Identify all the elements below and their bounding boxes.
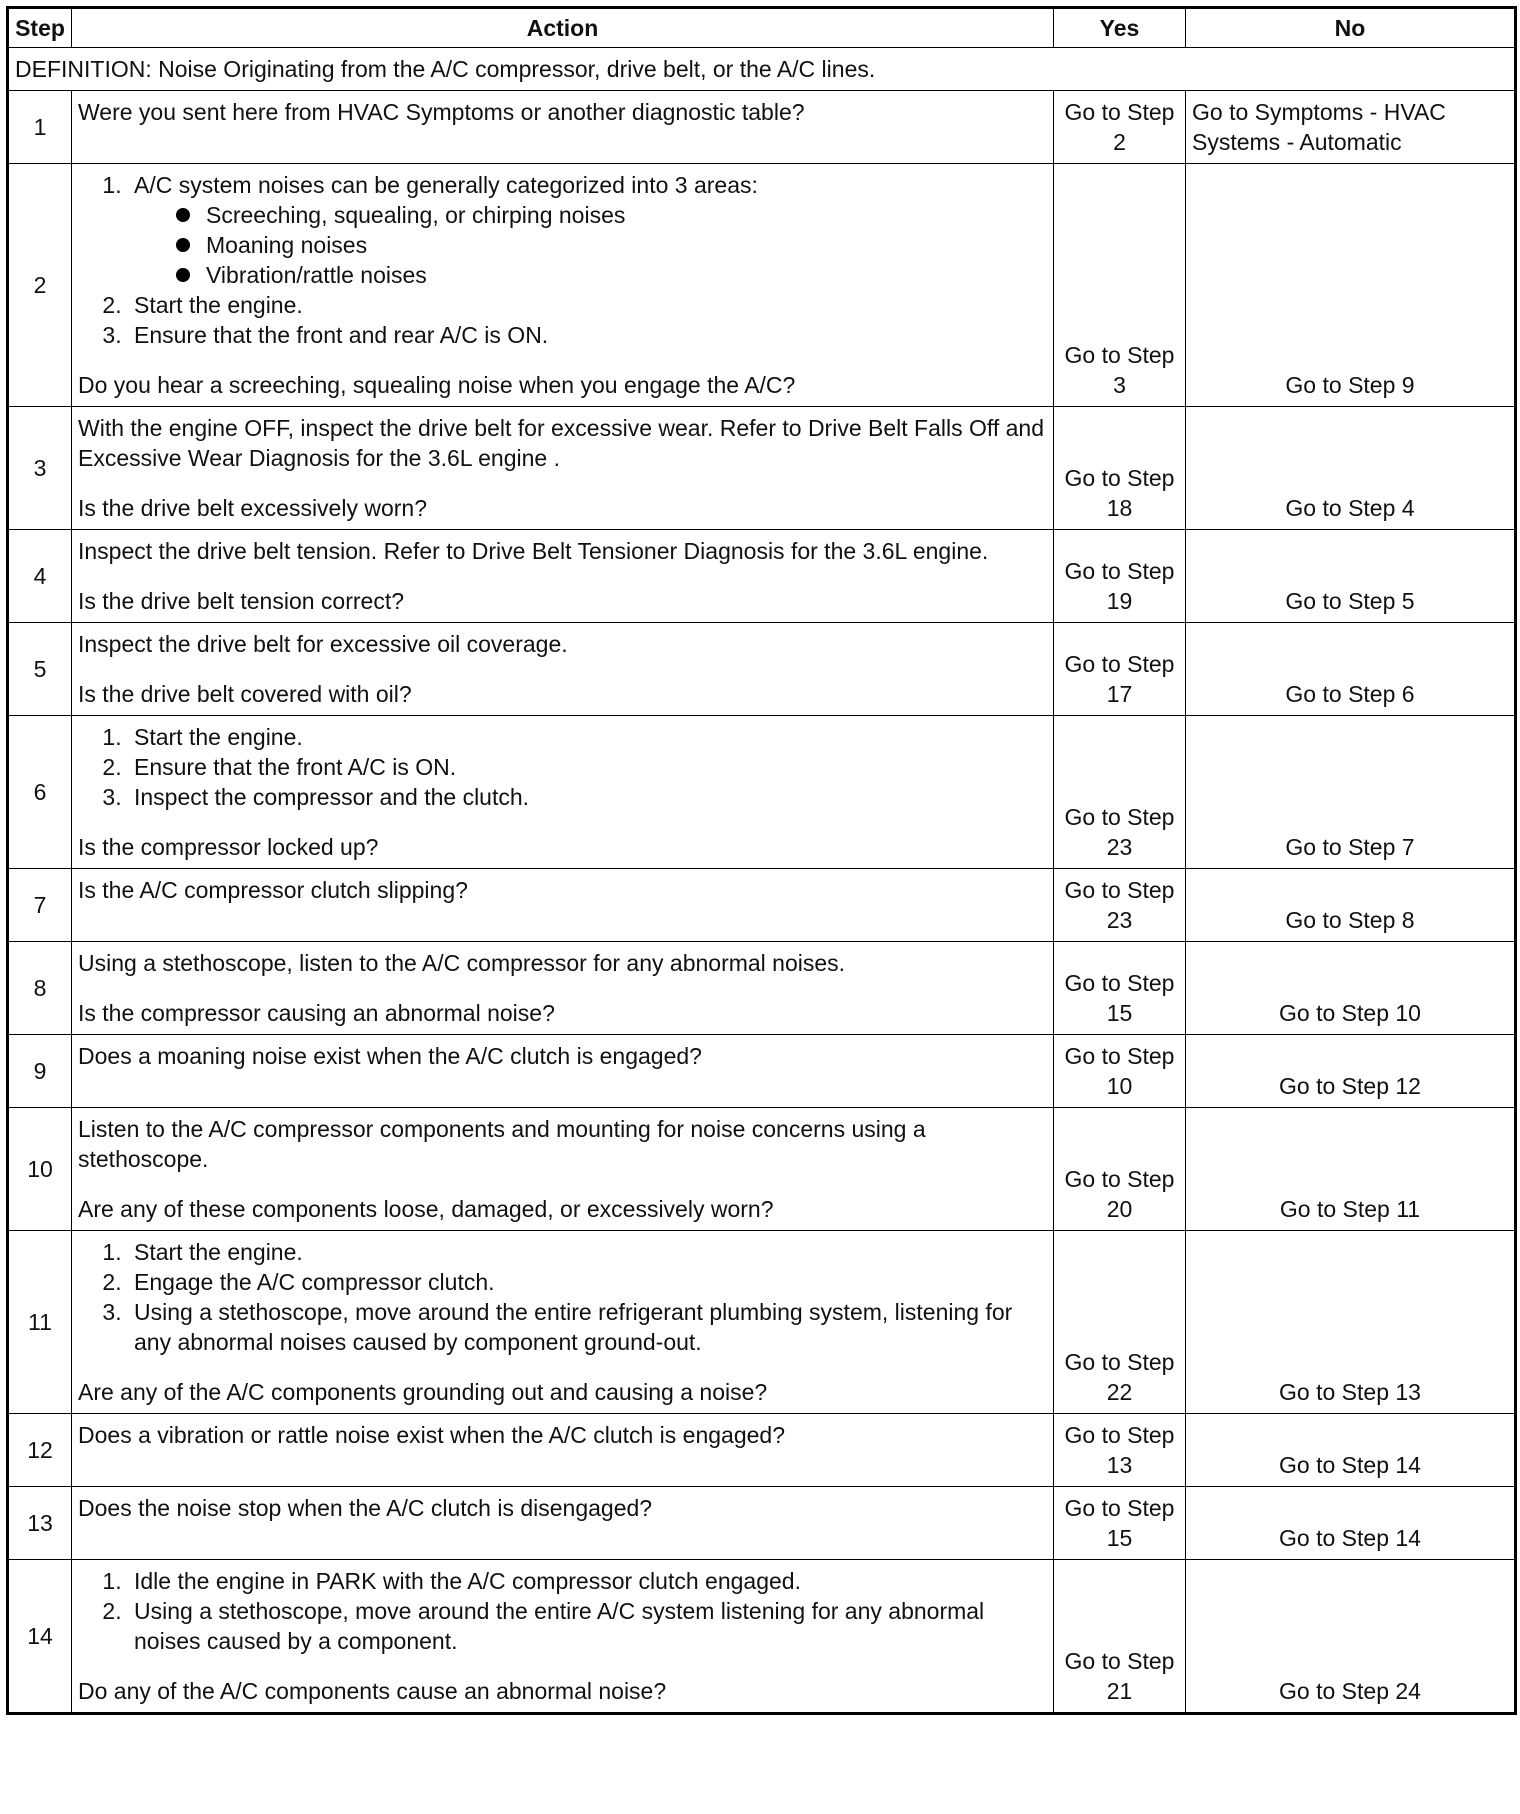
action-text: Is the A/C compressor clutch slipping? (78, 877, 468, 903)
action-cell (72, 164, 1054, 407)
yes-link[interactable]: Go to Step 15 (1054, 1487, 1186, 1560)
step-number: 1 (8, 91, 72, 164)
no-link[interactable]: Go to Step 7 (1186, 716, 1516, 869)
action-text: Does a moaning noise exist when the A/C clutch is engaged? (78, 1043, 702, 1069)
table-row (8, 1231, 1516, 1414)
header-yes: Yes (1054, 8, 1186, 48)
bullet-list (134, 200, 1047, 290)
action-text: Listen to the A/C compressor components and mounting for noise concerns using a stethoscope. (78, 1116, 926, 1172)
table-row (8, 1414, 1516, 1487)
question-text: Is the compressor locked up? (78, 834, 379, 860)
yes-link[interactable]: Go to Step 17 (1054, 623, 1186, 716)
definition-text: DEFINITION: Noise Originating from the A/C compressor, drive belt, or the A/C lines. (8, 48, 1516, 91)
step-number: 11 (8, 1231, 72, 1414)
action-cell (72, 942, 1054, 1035)
list-item: 2. Start the engine. (128, 290, 1047, 320)
action-text: Does the noise stop when the A/C clutch is disengaged? (78, 1495, 653, 1521)
action-cell (72, 1487, 1054, 1560)
step-number: 10 (8, 1108, 72, 1231)
diagnostic-table (6, 6, 1517, 1715)
yes-link[interactable]: Go to Step 10 (1054, 1035, 1186, 1108)
action-list (78, 170, 1047, 350)
yes-link[interactable]: Go to Step 19 (1054, 530, 1186, 623)
action-list (78, 1237, 1047, 1357)
step-number: 13 (8, 1487, 72, 1560)
step-number: 8 (8, 942, 72, 1035)
list-item: 2. Ensure that the front A/C is ON. (128, 752, 1047, 782)
no-link[interactable]: Go to Step 9 (1186, 164, 1516, 407)
table-row (8, 1560, 1516, 1714)
step-number: 3 (8, 407, 72, 530)
no-link[interactable]: Go to Symptoms - HVAC Systems - Automatic (1186, 91, 1516, 164)
no-link[interactable]: Go to Step 10 (1186, 942, 1516, 1035)
question-text: Do you hear a screeching, squealing noise when you engage the A/C? (78, 372, 796, 398)
yes-link[interactable]: Go to Step 3 (1054, 164, 1186, 407)
step-number: 5 (8, 623, 72, 716)
action-text: Inspect the drive belt tension. Refer to Drive Belt Tensioner Diagnosis for the 3.6L engine. (78, 538, 989, 564)
list-item: 1. Idle the engine in PARK with the A/C compressor clutch engaged. (128, 1566, 1047, 1596)
yes-link[interactable]: Go to Step 22 (1054, 1231, 1186, 1414)
question-text: Is the compressor causing an abnormal noise? (78, 1000, 555, 1026)
list-item: 1. Start the engine. (128, 1237, 1047, 1267)
action-list (78, 722, 1047, 812)
list-item: 3. Inspect the compressor and the clutch. (128, 782, 1047, 812)
step-number: 2 (8, 164, 72, 407)
table-row (8, 1035, 1516, 1108)
yes-link[interactable]: Go to Step 2 (1054, 91, 1186, 164)
list-item: 2. Engage the A/C compressor clutch. (128, 1267, 1047, 1297)
action-text: With the engine OFF, inspect the drive belt for excessive wear. Refer to Drive Belt Falls Off and Excessive Wear Diagnosis for the 3.6L engine . (78, 415, 1044, 471)
no-link[interactable]: Go to Step 4 (1186, 407, 1516, 530)
action-cell (72, 623, 1054, 716)
table-row (8, 1487, 1516, 1560)
action-cell (72, 1035, 1054, 1108)
bullet-item: Screeching, squealing, or chirping noises (176, 200, 1047, 230)
table-row (8, 407, 1516, 530)
step-number: 14 (8, 1560, 72, 1714)
table-row (8, 623, 1516, 716)
action-text: Does a vibration or rattle noise exist when the A/C clutch is engaged? (78, 1422, 786, 1448)
action-list (78, 1566, 1047, 1656)
question-text: Are any of the A/C components grounding out and causing a noise? (78, 1379, 768, 1405)
action-text: Were you sent here from HVAC Symptoms or another diagnostic table? (78, 99, 805, 125)
table-row (8, 164, 1516, 407)
bullet-item: Vibration/rattle noises (176, 260, 1047, 290)
definition-row (8, 48, 1516, 91)
action-cell (72, 530, 1054, 623)
list-item: 2. Using a stethoscope, move around the entire A/C system listening for any abnormal noises caused by a component. (128, 1596, 1047, 1656)
table-row (8, 869, 1516, 942)
action-cell (72, 407, 1054, 530)
yes-link[interactable]: Go to Step 18 (1054, 407, 1186, 530)
yes-link[interactable]: Go to Step 15 (1054, 942, 1186, 1035)
no-link[interactable]: Go to Step 14 (1186, 1414, 1516, 1487)
question-text: Is the drive belt covered with oil? (78, 681, 412, 707)
no-link[interactable]: Go to Step 11 (1186, 1108, 1516, 1231)
step-number: 6 (8, 716, 72, 869)
question-text: Are any of these components loose, damaged, or excessively worn? (78, 1196, 774, 1222)
table-row (8, 530, 1516, 623)
list-item: 3. Ensure that the front and rear A/C is ON. (128, 320, 1047, 350)
header-no: No (1186, 8, 1516, 48)
table-row (8, 91, 1516, 164)
no-link[interactable]: Go to Step 12 (1186, 1035, 1516, 1108)
no-link[interactable]: Go to Step 8 (1186, 869, 1516, 942)
yes-link[interactable]: Go to Step 23 (1054, 869, 1186, 942)
header-row (8, 8, 1516, 48)
list-item: 3. Using a stethoscope, move around the entire refrigerant plumbing system, listening for any abnormal noises caused by component ground-out. (128, 1297, 1047, 1357)
action-cell (72, 1108, 1054, 1231)
action-cell (72, 1560, 1054, 1714)
action-cell (72, 1414, 1054, 1487)
list-item-text: A/C system noises can be generally categorized into 3 areas: (134, 172, 758, 198)
list-item (128, 170, 1047, 290)
yes-link[interactable]: Go to Step 20 (1054, 1108, 1186, 1231)
header-action: Action (72, 8, 1054, 48)
question-text: Is the drive belt tension correct? (78, 588, 404, 614)
step-number: 12 (8, 1414, 72, 1487)
no-link[interactable]: Go to Step 6 (1186, 623, 1516, 716)
table-row (8, 1108, 1516, 1231)
no-link[interactable]: Go to Step 14 (1186, 1487, 1516, 1560)
step-number: 9 (8, 1035, 72, 1108)
yes-link[interactable]: Go to Step 23 (1054, 716, 1186, 869)
step-number: 4 (8, 530, 72, 623)
question-text: Is the drive belt excessively worn? (78, 495, 427, 521)
table-row (8, 716, 1516, 869)
table-row (8, 942, 1516, 1035)
no-link[interactable]: Go to Step 13 (1186, 1231, 1516, 1414)
action-cell (72, 91, 1054, 164)
bullet-item: Moaning noises (176, 230, 1047, 260)
action-cell (72, 1231, 1054, 1414)
yes-link[interactable]: Go to Step 21 (1054, 1560, 1186, 1714)
question-text: Do any of the A/C components cause an abnormal noise? (78, 1678, 667, 1704)
no-link[interactable]: Go to Step 24 (1186, 1560, 1516, 1714)
action-text: Inspect the drive belt for excessive oil coverage. (78, 631, 568, 657)
yes-link[interactable]: Go to Step 13 (1054, 1414, 1186, 1487)
action-cell (72, 869, 1054, 942)
step-number: 7 (8, 869, 72, 942)
action-text: Using a stethoscope, listen to the A/C compressor for any abnormal noises. (78, 950, 846, 976)
header-step: Step (8, 8, 72, 48)
action-cell (72, 716, 1054, 869)
list-item: 1. Start the engine. (128, 722, 1047, 752)
no-link[interactable]: Go to Step 5 (1186, 530, 1516, 623)
